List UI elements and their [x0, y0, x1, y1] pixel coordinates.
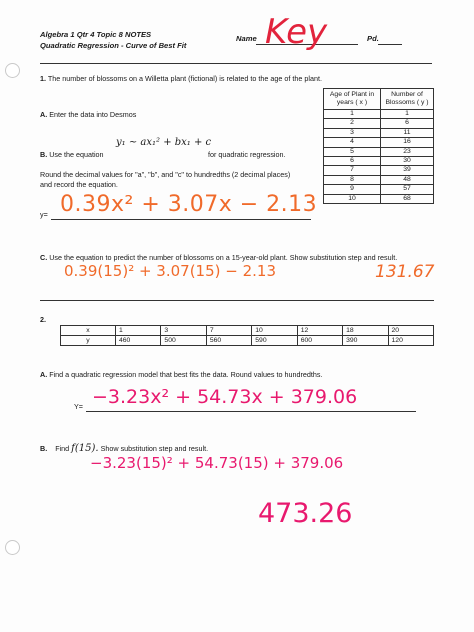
q1-age-cell: 4: [324, 138, 381, 147]
q1-answer-line: [51, 219, 311, 220]
q2a-letter: A.: [40, 370, 48, 379]
q1-blossoms-cell: 48: [381, 175, 434, 184]
q2a-text: Find a quadratic regression model that best fits the data. Round values to hundredths.: [49, 370, 323, 379]
q1-blossoms-cell: 57: [381, 185, 434, 194]
q2-x-cell: 18: [343, 326, 388, 336]
course-title: Algebra 1 Qtr 4 Topic 8 NOTES: [40, 30, 152, 39]
q2b-result-handwriting: 473.26: [258, 498, 353, 529]
q1b-tail: for quadratic regression.: [208, 150, 286, 159]
q2-y-row: [61, 336, 434, 346]
q1-blossoms-cell: 11: [381, 128, 434, 137]
q1-prompt-line: [40, 74, 322, 83]
q1-answer-handwriting: 0.39x² + 3.07x − 2.13: [60, 192, 318, 217]
period-label: Pd.: [367, 34, 379, 43]
q1-table-header-x: Age of Plant in years ( x ): [324, 89, 381, 110]
q2b-letter: B.: [40, 444, 48, 453]
q1-table-row: [324, 138, 434, 147]
q1a-letter: A.: [40, 110, 48, 119]
q1c-letter: C.: [40, 253, 48, 262]
q2-x-cell: 3: [161, 326, 206, 336]
q2b-text: Show substitution step and result.: [100, 444, 209, 453]
q1-age-cell: 6: [324, 157, 381, 166]
period-line: [378, 44, 402, 45]
name-handwriting: Key: [265, 12, 328, 52]
q2-number: 2.: [40, 315, 46, 324]
q1-age-cell: 8: [324, 175, 381, 184]
q1-table-row: [324, 157, 434, 166]
q1-part-a: [40, 110, 136, 119]
q1-age-cell: 2: [324, 119, 381, 128]
q1-blossoms-cell: 23: [381, 147, 434, 156]
header-divider: [40, 63, 432, 64]
q1-blossoms-cell: 16: [381, 138, 434, 147]
q1-blossoms-cell: 1: [381, 110, 434, 119]
q1-blossoms-cell: 39: [381, 166, 434, 175]
q1-age-cell: 1: [324, 110, 381, 119]
q2-x-cell: 20: [388, 326, 433, 336]
q1-table-row: [324, 185, 434, 194]
q2-x-label: x: [61, 326, 116, 336]
q1-prompt: The number of blossoms on a Willetta plant (fictional) is related to the age of the plant.: [47, 74, 322, 83]
q1-blossoms-cell: 6: [381, 119, 434, 128]
q1c-work-handwriting: 0.39(15)² + 3.07(15) − 2.13: [64, 262, 276, 280]
q2-y-cell: 120: [388, 336, 433, 346]
q2-part-b: [40, 444, 208, 453]
q2-x-cell: 12: [297, 326, 342, 336]
q1-instruction-1: Round the decimal values for "a", "b", and "c" to hundredths (2 decimal places): [40, 170, 291, 179]
q1-y-label: y=: [40, 210, 48, 219]
q1-table-row: [324, 110, 434, 119]
q2-x-row: [61, 326, 434, 336]
q1-divider: [40, 300, 434, 301]
q2-y-label: y: [61, 336, 116, 346]
q1-age-cell: 5: [324, 147, 381, 156]
q1-table-row: [324, 147, 434, 156]
q1-instruction-2: and record the equation.: [40, 180, 118, 189]
worksheet-subtitle: Quadratic Regression - Curve of Best Fit: [40, 41, 187, 50]
q1-table-row: [324, 194, 434, 203]
q1-blossoms-cell: 30: [381, 157, 434, 166]
q2b-function: f(15).: [71, 443, 99, 454]
name-label: Name: [236, 34, 257, 43]
q2-x-cell: 1: [116, 326, 161, 336]
q1b-text: Use the equation: [49, 150, 104, 159]
q1b-letter: B.: [40, 150, 48, 159]
q1c-result-handwriting: 131.67: [375, 262, 435, 282]
q1-blossoms-cell: 68: [381, 194, 434, 203]
q2-y-cell: 460: [116, 336, 161, 346]
q1-table-row: [324, 175, 434, 184]
q2-y-cell: 390: [343, 336, 388, 346]
q2-answer-line: [86, 411, 416, 412]
q2-data-table: [60, 325, 434, 346]
q1c-text: Use the equation to predict the number of blossoms on a 15-year-old plant. Show substitution step and result.: [49, 253, 398, 262]
q2b-prefix: Find: [55, 444, 70, 453]
q1-age-cell: 7: [324, 166, 381, 175]
q1-number: 1.: [40, 74, 46, 83]
q1-part-b: [40, 150, 104, 159]
q1-age-cell: 3: [324, 128, 381, 137]
q2-y-cell: 590: [252, 336, 297, 346]
q1-table-header-y: Number of Blossoms ( y ): [381, 89, 434, 110]
q1-age-cell: 10: [324, 194, 381, 203]
binder-hole-top: [5, 63, 20, 78]
q2-y-cell: 500: [161, 336, 206, 346]
q2-answer-handwriting: −3.23x² + 54.73x + 379.06: [92, 386, 358, 408]
q1-table-row: [324, 166, 434, 175]
q2-x-cell: 10: [252, 326, 297, 336]
q1a-text: Enter the data into Desmos: [49, 110, 137, 119]
q2-y-cell: 600: [297, 336, 342, 346]
q2-y-cell: 560: [206, 336, 251, 346]
regression-equation: y₁ ~ ax₁² + bx₁ + c: [116, 137, 212, 148]
q1-part-c: [40, 253, 397, 262]
q2b-work-handwriting: −3.23(15)² + 54.73(15) + 379.06: [90, 454, 344, 472]
binder-hole-bottom: [5, 540, 20, 555]
q1-table-body: [324, 110, 434, 204]
q1-table-row: [324, 119, 434, 128]
q1-data-table: [323, 88, 434, 204]
q1-table-row: [324, 128, 434, 137]
q2-part-a: [40, 370, 322, 379]
q2-y-label-answer: Y=: [74, 402, 83, 411]
q1-age-cell: 9: [324, 185, 381, 194]
q2-x-cell: 7: [206, 326, 251, 336]
